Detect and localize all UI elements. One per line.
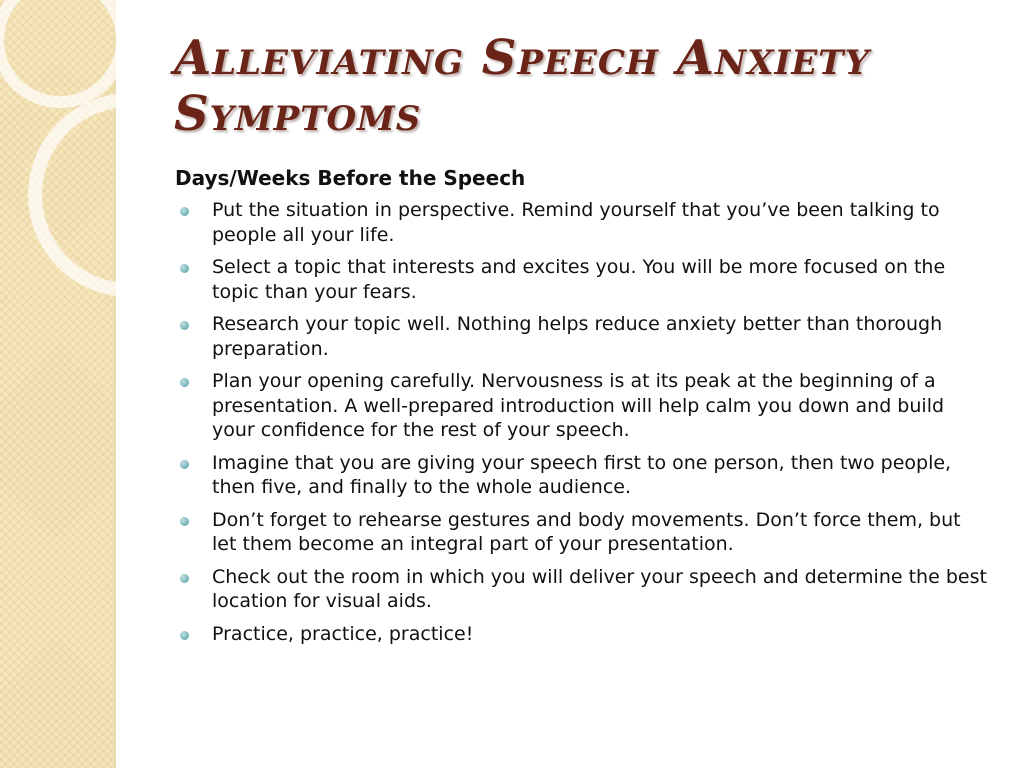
bullet-text: Research your topic well. Nothing helps reduce anxiety better than thorough preparation. — [212, 313, 943, 360]
bullet-item — [175, 312, 990, 361]
bullet-icon — [180, 574, 189, 583]
bullet-item — [175, 255, 990, 304]
bullet-icon — [180, 631, 189, 640]
bullet-item — [175, 198, 990, 247]
bullet-text: Imagine that you are giving your speech first to one person, then two people, then five, and finally to the whole audience. — [212, 451, 952, 498]
bullet-list — [175, 198, 990, 654]
bullet-text: Plan your opening carefully. Nervousness is at its peak at the beginning of a presentation. A well-prepared introduction will help calm you down and build your confidence for the rest of your speech. — [212, 370, 945, 441]
bullet-text: Select a topic that interests and excites you. You will be more focused on the topic than your fears. — [212, 256, 946, 303]
bullet-icon — [180, 517, 189, 526]
bullet-item — [175, 451, 990, 500]
bullet-icon — [180, 460, 189, 469]
ring-small — [0, 0, 122, 102]
bullet-text: Check out the room in which you will deliver your speech and determine the best location for visual aids. — [212, 565, 987, 612]
decorative-rings — [0, 0, 200, 300]
slide-title: Alleviating Speech Anxiety Symptoms — [174, 30, 870, 142]
bullet-item — [175, 369, 990, 443]
bullet-text: Put the situation in perspective. Remind yourself that you’ve been talking to people all your life. — [212, 199, 940, 246]
bullet-icon — [180, 264, 189, 273]
bullet-item — [175, 508, 990, 557]
bullet-icon — [180, 378, 189, 387]
bullet-text: Practice, practice, practice! — [212, 622, 474, 645]
bullet-icon — [180, 321, 189, 330]
bullet-item — [175, 565, 990, 614]
bullet-item — [175, 622, 990, 647]
section-subheading: Days/Weeks Before the Speech — [175, 166, 526, 190]
bullet-text: Don’t forget to rehearse gestures and body movements. Don’t force them, but let them become an integral part of your presentation. — [212, 508, 961, 555]
bullet-icon — [180, 207, 189, 216]
